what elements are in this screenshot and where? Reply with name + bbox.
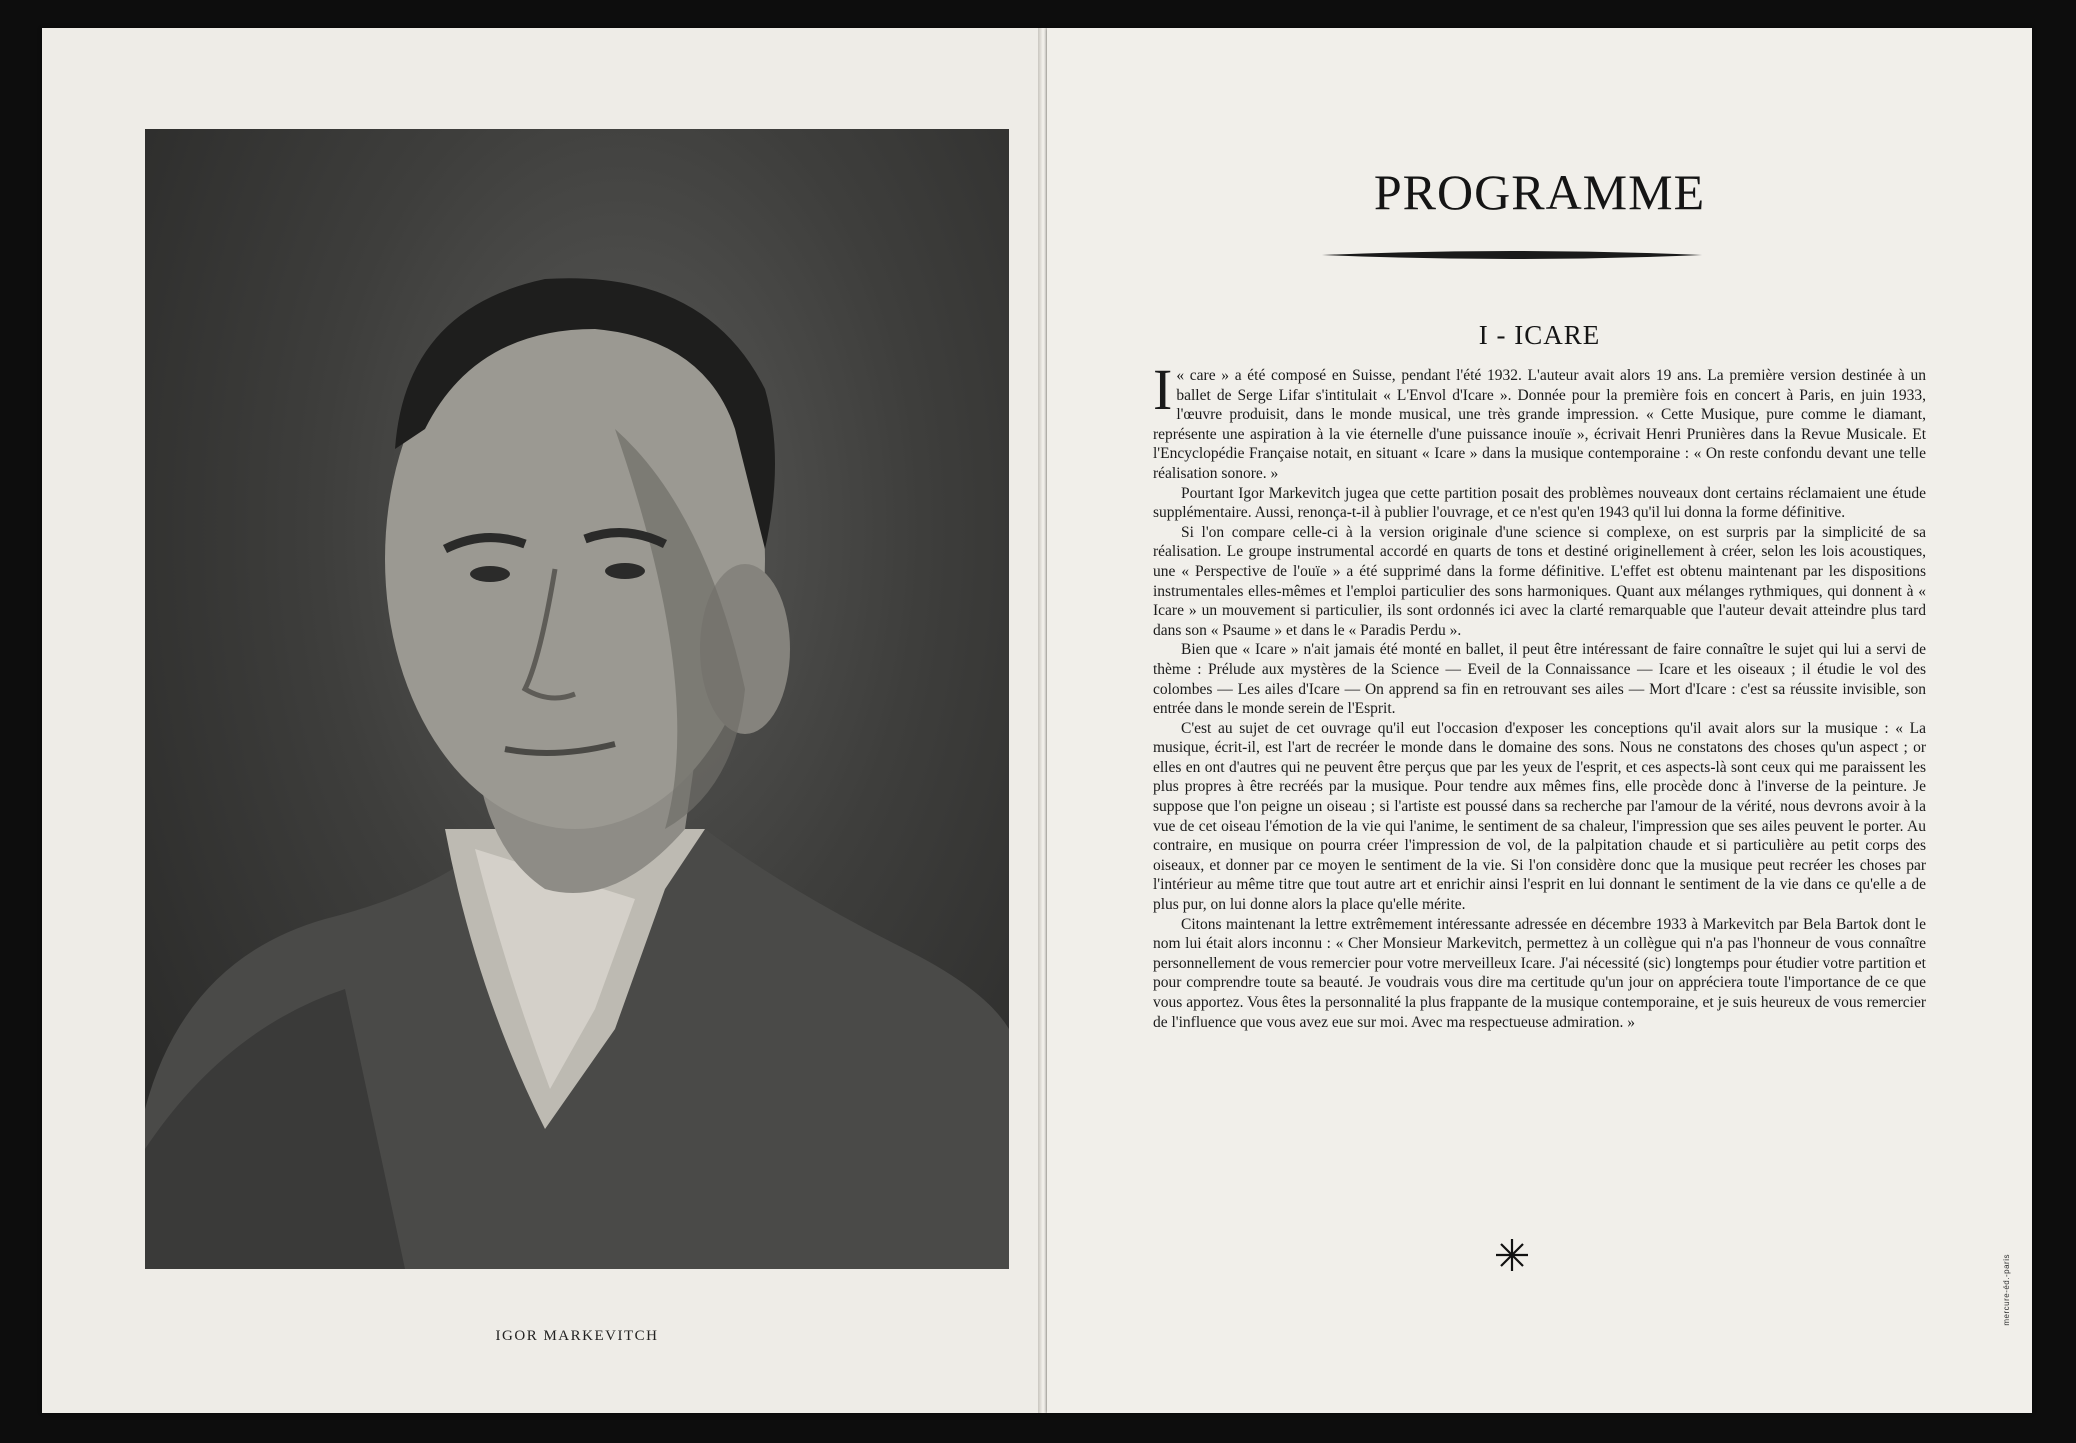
right-page [1047,28,2032,1413]
dropcap: I [1153,357,1173,422]
paragraph: C'est au sujet de cet ouvrage qu'il eut l'occasion d'exposer les conceptions qu'il avait alors sur la musique : « La musique, écrit-il, est l'art de recréer le monde dans le domaine des sons. Nous ne constatons des choses qu'un aspect ; or elles en ont d'autres qui ne peuvent être perçus que par les yeux de l'esprit, et ces aspects-là sont ceux qui me paraissent les plus propres à être recréés par la musique. Pour tendre aux mêmes fins, elle procède donc à l'inverse de la peinture. Je suppose que l'on peigne un oiseau ; si l'artiste est poussé dans sa recherche par l'amour de la vérité, nous devrons avoir à la vue de cet oiseau l'émotion de la vie qui l'anime, le sentiment de sa chaleur, l'impression que ses ailes peuvent le porter. Au contraire, en musique on pourra créer l'impression de vol, de la palpitation chaude et si particulière au petit corps des oiseaux, et donner par ce moyen le sentiment de la vie. Si l'on considère donc que la musique peut recréer les choses par l'intérieur au même titre que tout autre art et enrichir ainsi l'esprit en lui donnant le sentiment de la vie dans ce qu'elle a de plus pur, on lui donne alors la place qu'elle mérite. [1153,719,1926,914]
paragraph: Pourtant Igor Markevitch jugea que cette partition posait des problèmes nouveaux dont certains réclamaient une étude supplémentaire. Aussi, renonça-t-il à publier l'ouvrage, et ce n'est qu'en 1943 qu'il lui donna la forme définitive. [1153,484,1926,522]
title-rule-ornament [1322,246,1702,258]
paragraph: Bien que « Icare » n'ait jamais été monté en ballet, il peut être intéressant de faire connaître le sujet qui lui a servi de thème : Prélude aux mystères de la Science — Eveil de la Connaissance — Icare et les oiseaux ; il étudie le vol des colombes — Les ailes d'Icare — On apprend sa fin en retrouvant ses ailes — Mort d'Icare : c'est sa réussite invisible, son entrée dans le monde serein de l'Esprit. [1153,641,1926,718]
paragraph: Citons maintenant la lettre extrêmement intéressante adressée en décembre 1933 à Markevitch par Bela Bartok dont le nom lui était alors inconnu : « Cher Monsieur Markevitch, permettez à un collègue qui n'a pas l'honneur de vous connaître personnellement de vous remercier pour votre merveilleux Icare. J'ai nécessité (sic) longtemps pour étudier votre partition et pour comprendre toute sa beauté. Je voudrais vous dire ma certitude qu'un jour on appréciera toute l'importance de ce que vous apportez. Vous êtes la personnalité la plus frappante de la musique contemporaine, et je suis heureux de vous remercier de l'influence que vous avez eue sur moi. Avec ma respectueuse admiration. » [1153,915,1926,1031]
paragraph: « I care » a été composé en Suisse, pendant l'été 1932. L'auteur avait alors 19 ans. La première version destinée à un ballet de Serge Lifar s'intitulait « L'Envol d'Icare ». Donnée pour la première fois en concert à Paris, en juin 1933, l'œuvre produisit, dans le monde musical, une très grande impression. « Cette Musique, pure comme le diamant, représente une aspiration à la vie éternelle d'une puissance inouïe », écrivait Henri Prunières dans la Revue Musicale. Et l'Encyclopédie Française notait, en situant « Icare » dans la musique contemporaine : « On reste confondu devant une telle réalisation sonore. » [1153,357,1926,482]
left-page [42,28,1040,1413]
photo-caption: IGOR MARKEVITCH [495,1328,659,1344]
section-title: I - ICARE [1478,320,1601,350]
programme-notes [1153,357,1926,1032]
portrait-photo [145,129,1009,1269]
portrait-illustration [145,129,1009,1269]
paragraph: Si l'on compare celle-ci à la version originale d'une science si complexe, on est surpris par la simplicité de sa réalisation. Le groupe instrumental accordé en quarts de tons et destiné originellement à créer, selon les lois acoustiques, une « Perspective de l'ouïe » a été supprimé dans la forme définitive. L'effet est obtenu maintenant par les dispositions instrumentales elles-mêmes et l'emploi particulier des sons harmoniques. Quant aux mélanges rythmiques, qui donnent à « Icare » un mouvement si particulier, ils sont ordonnés ici avec la clarté remarquable que l'auteur devait atteindre plus tard dans son « Psaume » et dans le « Paradis Perdu ». [1153,523,1926,639]
asterisk-ornament-icon [1495,1238,1529,1272]
publisher-mark: mercure-éd.-paris [2002,1254,2011,1326]
programme-title: PROGRAMME [1373,164,1706,220]
